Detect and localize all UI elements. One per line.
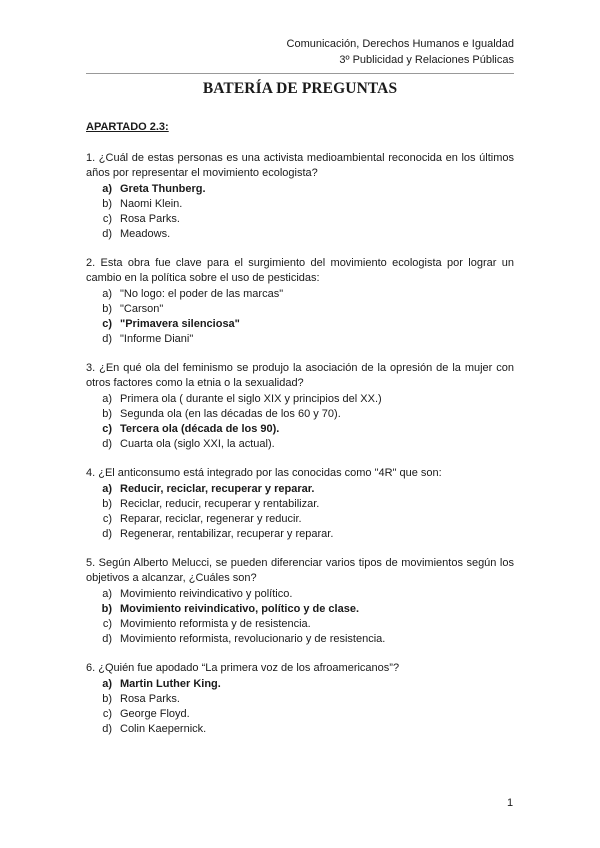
option xyxy=(86,212,514,227)
option-letter: b) xyxy=(101,603,112,615)
page-header xyxy=(287,36,514,68)
question-text: 6. ¿Quién fue apodado “La primera voz de los afroamericanos”? xyxy=(86,662,400,674)
question-list xyxy=(86,151,514,751)
option xyxy=(86,197,514,212)
question-text: 2. Esta obra fue clave para el surgimiento del movimiento ecologista por lograr un cambio en la política sobre el uso de pesticidas: xyxy=(86,257,514,284)
header-divider xyxy=(86,73,514,74)
option-letter: a) xyxy=(102,393,112,405)
option-letter: a) xyxy=(102,588,112,600)
question-2 xyxy=(86,256,514,347)
option-text: Segunda ola (en las décadas de los 60 y 70). xyxy=(120,408,341,420)
option xyxy=(86,512,514,527)
option-letter: d) xyxy=(102,438,112,450)
option-letter: d) xyxy=(102,228,112,240)
question-6 xyxy=(86,661,514,737)
option-letter: b) xyxy=(102,198,112,210)
option-correct xyxy=(86,182,514,197)
option-letter: b) xyxy=(102,498,112,510)
option-text: Reducir, reciclar, recuperar y reparar. xyxy=(120,483,315,495)
header-degree: 3º Publicidad y Relaciones Públicas xyxy=(339,54,514,66)
option-text: Cuarta ola (siglo XXI, la actual). xyxy=(120,438,275,450)
question-text: 4. ¿El anticonsumo está integrado por las conocidas como "4R" que son: xyxy=(86,467,442,479)
option-text: "Carson" xyxy=(120,303,164,315)
option xyxy=(86,392,514,407)
option xyxy=(86,707,514,722)
question-3 xyxy=(86,361,514,452)
option xyxy=(86,227,514,242)
option-letter: c) xyxy=(102,513,112,525)
question-text: 1. ¿Cuál de estas personas es una activista medioambiental reconocida en los últimos años por representar el movimiento ecologista? xyxy=(86,152,514,179)
question-4 xyxy=(86,466,514,542)
option-list xyxy=(86,287,514,347)
option xyxy=(86,302,514,317)
option xyxy=(86,437,514,452)
option-letter: d) xyxy=(102,633,112,645)
option-letter: a) xyxy=(102,288,112,300)
option-text: Movimiento reivindicativo y político. xyxy=(120,588,293,600)
option xyxy=(86,722,514,737)
option-correct xyxy=(86,602,514,617)
option xyxy=(86,332,514,347)
option-correct xyxy=(86,677,514,692)
option-list xyxy=(86,392,514,452)
option-list xyxy=(86,182,514,242)
question-text: 3. ¿En qué ola del feminismo se produjo la asociación de la opresión de la mujer con otros factores como la etnia o la sexualidad? xyxy=(86,362,514,389)
option-letter: b) xyxy=(102,693,112,705)
option-text: Movimiento reivindicativo, político y de clase. xyxy=(120,603,360,615)
option-letter: a) xyxy=(102,183,112,195)
option-correct xyxy=(86,482,514,497)
option-letter: c) xyxy=(102,213,112,225)
question-5 xyxy=(86,556,514,647)
option-text: Tercera ola (década de los 90). xyxy=(120,423,280,435)
option-letter: c) xyxy=(102,618,112,630)
option-correct xyxy=(86,317,514,332)
option xyxy=(86,287,514,302)
option-text: Martin Luther King. xyxy=(120,678,221,690)
option-letter: b) xyxy=(102,408,112,420)
option xyxy=(86,527,514,542)
page-title: BATERÍA DE PREGUNTAS xyxy=(202,80,398,97)
option-text: Regenerar, rentabilizar, recuperar y reparar. xyxy=(120,528,334,540)
option xyxy=(86,497,514,512)
option-text: Rosa Parks. xyxy=(120,693,180,705)
option xyxy=(86,587,514,602)
option-letter: d) xyxy=(102,723,112,735)
option-letter: d) xyxy=(102,333,112,345)
option-correct xyxy=(86,422,514,437)
option-text: Greta Thunberg. xyxy=(120,183,206,195)
option-text: Movimiento reformista, revolucionario y de resistencia. xyxy=(120,633,386,645)
option-letter: d) xyxy=(102,528,112,540)
option xyxy=(86,692,514,707)
option-text: Meadows. xyxy=(120,228,171,240)
option-letter: a) xyxy=(102,483,112,495)
option-text: Reparar, reciclar, regenerar y reducir. xyxy=(120,513,302,525)
header-course: Comunicación, Derechos Humanos e Igualdad xyxy=(286,38,514,50)
question-text: 5. Según Alberto Melucci, se pueden diferenciar varios tipos de movimientos según los objetivos a alcanzar, ¿Cuáles son? xyxy=(86,557,514,584)
option-letter: c) xyxy=(102,708,112,720)
option-text: Naomi Klein. xyxy=(120,198,183,210)
option-list xyxy=(86,587,514,647)
option-list xyxy=(86,482,514,542)
option-text: "Primavera silenciosa" xyxy=(120,318,240,330)
section-heading: APARTADO 2.3: xyxy=(86,121,169,133)
option-text: Reciclar, reducir, recuperar y rentabilizar. xyxy=(120,498,320,510)
option-text: Primera ola ( durante el siglo XIX y principios del XX.) xyxy=(120,393,382,405)
question-1 xyxy=(86,151,514,242)
option-text: Rosa Parks. xyxy=(120,213,180,225)
option-letter: c) xyxy=(102,423,112,435)
option-text: "Informe Diani" xyxy=(120,333,194,345)
option-letter: c) xyxy=(102,318,112,330)
option xyxy=(86,617,514,632)
option-text: Colin Kaepernick. xyxy=(120,723,207,735)
option-text: "No logo: el poder de las marcas" xyxy=(120,288,284,300)
option xyxy=(86,632,514,647)
option-list xyxy=(86,677,514,737)
option-letter: b) xyxy=(102,303,112,315)
option-text: George Floyd. xyxy=(120,708,190,720)
option-letter: a) xyxy=(102,678,112,690)
option xyxy=(86,407,514,422)
page-number: 1 xyxy=(507,797,514,809)
option-text: Movimiento reformista y de resistencia. xyxy=(120,618,311,630)
